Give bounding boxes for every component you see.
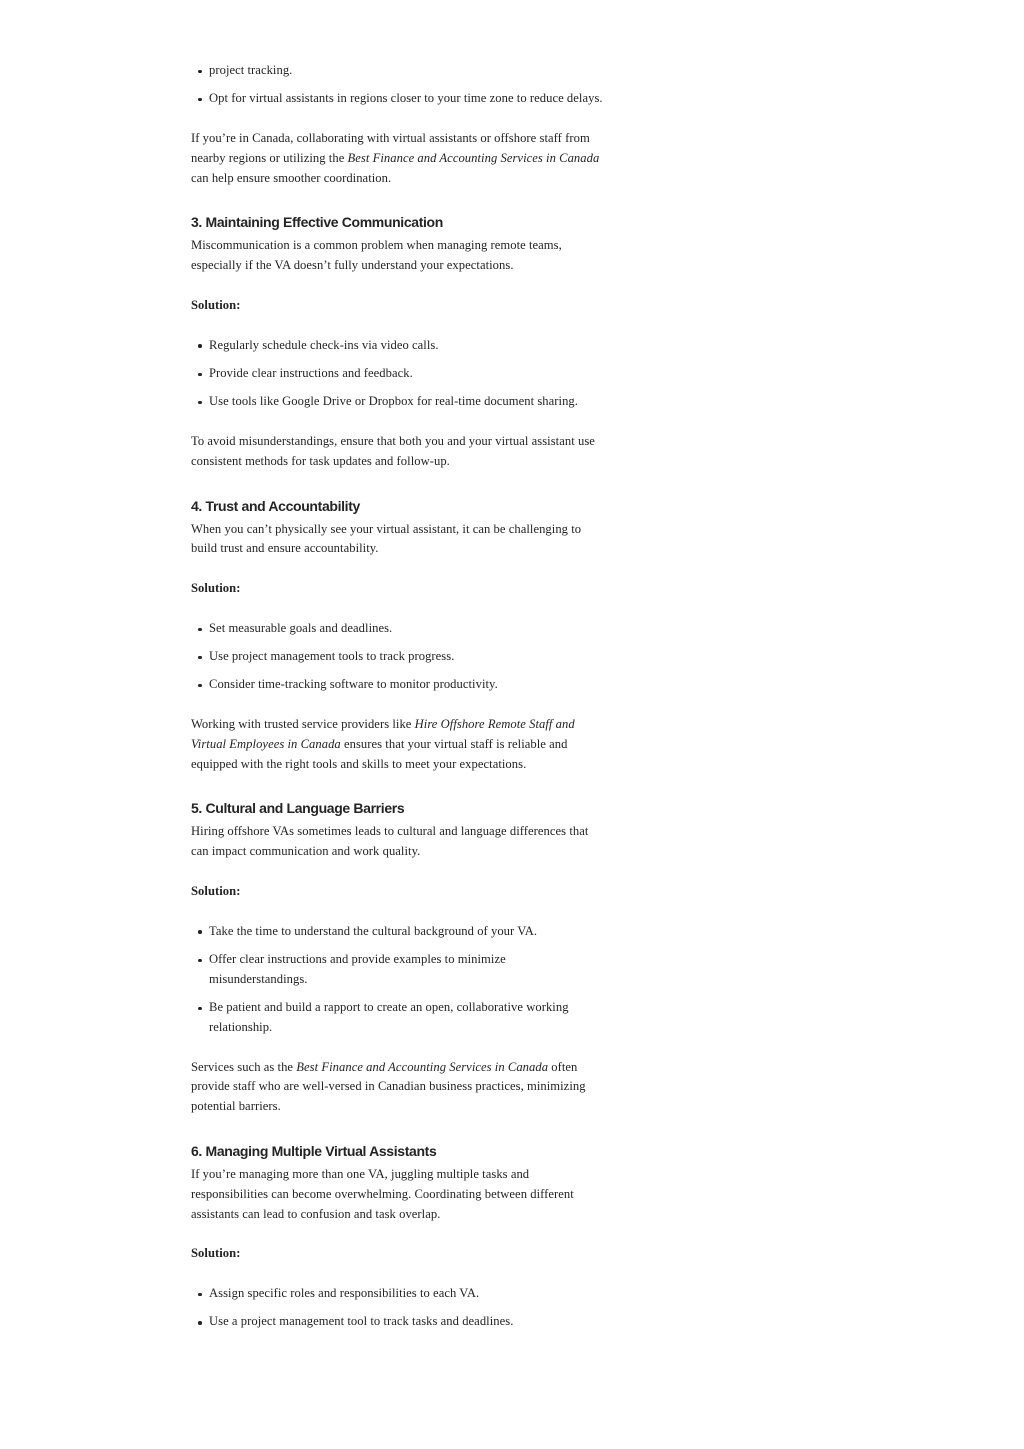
- solution-list: [191, 336, 605, 412]
- list-item: Use tools like Google Drive or Dropbox for real-time document sharing.: [209, 392, 605, 412]
- list-item: Offer clear instructions and provide examples to minimize misunderstandings.: [209, 950, 605, 990]
- section-heading: 4. Trust and Accountability: [191, 497, 360, 514]
- list-item: Set measurable goals and deadlines.: [209, 619, 605, 639]
- text-span: often provide staff who are well-versed in Canadian business practices, minimizing potential barriers.: [191, 1059, 586, 1114]
- section-intro: If you’re managing more than one VA, juggling multiple tasks and responsibilities can become overwhelming. Coordinating between different assistants can lead to confusion and task overlap.: [191, 1167, 574, 1221]
- text-span: Services such as the: [191, 1059, 297, 1074]
- section-heading: 5. Cultural and Language Barriers: [191, 800, 405, 817]
- service-link: Hire Offshore Remote Staff and Virtual Employees in Canada: [191, 717, 575, 751]
- section-outro: [191, 715, 605, 774]
- solution-list: [191, 619, 605, 695]
- list-item: Provide clear instructions and feedback.: [209, 364, 605, 384]
- article-body: [191, 61, 605, 1332]
- section-outro: [191, 1058, 605, 1117]
- text-span: ensures that your virtual staff is reliable and equipped with the right tools and skills to meet your expectations.: [191, 736, 568, 771]
- text-span: If you’re in Canada, collaborating with virtual assistants or offshore staff from nearby regions or utilizing the: [191, 130, 590, 165]
- paragraph-canada-note: [191, 129, 605, 188]
- list-item: Use a project management tool to track tasks and deadlines.: [209, 1312, 605, 1332]
- solution-label: Solution:: [191, 581, 241, 596]
- section-intro: Miscommunication is a common problem when managing remote teams, especially if the VA doesn’t fully understand your expectations.: [191, 238, 562, 273]
- solution-list: [191, 1284, 605, 1332]
- service-link: Best Finance and Accounting Services in Canada: [296, 1059, 549, 1074]
- text-span: can help ensure smoother coordination.: [191, 170, 392, 185]
- section-intro: When you can’t physically see your virtual assistant, it can be challenging to build trust and ensure accountability.: [191, 521, 582, 556]
- section-heading: 3. Maintaining Effective Communication: [191, 214, 443, 231]
- text-span: Working with trusted service providers like: [191, 717, 415, 732]
- list-item: Consider time-tracking software to monitor productivity.: [209, 675, 605, 695]
- list-item: Assign specific roles and responsibilities to each VA.: [209, 1284, 605, 1304]
- solution-label: Solution:: [191, 1246, 241, 1261]
- list-item: Regularly schedule check-ins via video calls.: [209, 336, 605, 356]
- solution-label: Solution:: [191, 297, 241, 312]
- service-link: Best Finance and Accounting Services in Canada: [347, 150, 600, 165]
- list-item: Take the time to understand the cultural background of your VA.: [209, 922, 605, 942]
- section-outro: To avoid misunderstandings, ensure that both you and your virtual assistant use consistent methods for task updates and follow-up.: [191, 433, 595, 468]
- bullet-list-time-zone: [191, 61, 605, 109]
- list-item: project tracking.: [209, 61, 605, 81]
- list-item: Use project management tools to track progress.: [209, 647, 605, 667]
- solution-label: Solution:: [191, 884, 241, 899]
- solution-list: [191, 922, 605, 1038]
- section-heading: 6. Managing Multiple Virtual Assistants: [191, 1143, 437, 1160]
- list-item: Opt for virtual assistants in regions closer to your time zone to reduce delays.: [209, 89, 605, 109]
- section-intro: Hiring offshore VAs sometimes leads to cultural and language differences that can impact communication and work quality.: [191, 824, 589, 859]
- list-item: Be patient and build a rapport to create an open, collaborative working relationship.: [209, 998, 605, 1038]
